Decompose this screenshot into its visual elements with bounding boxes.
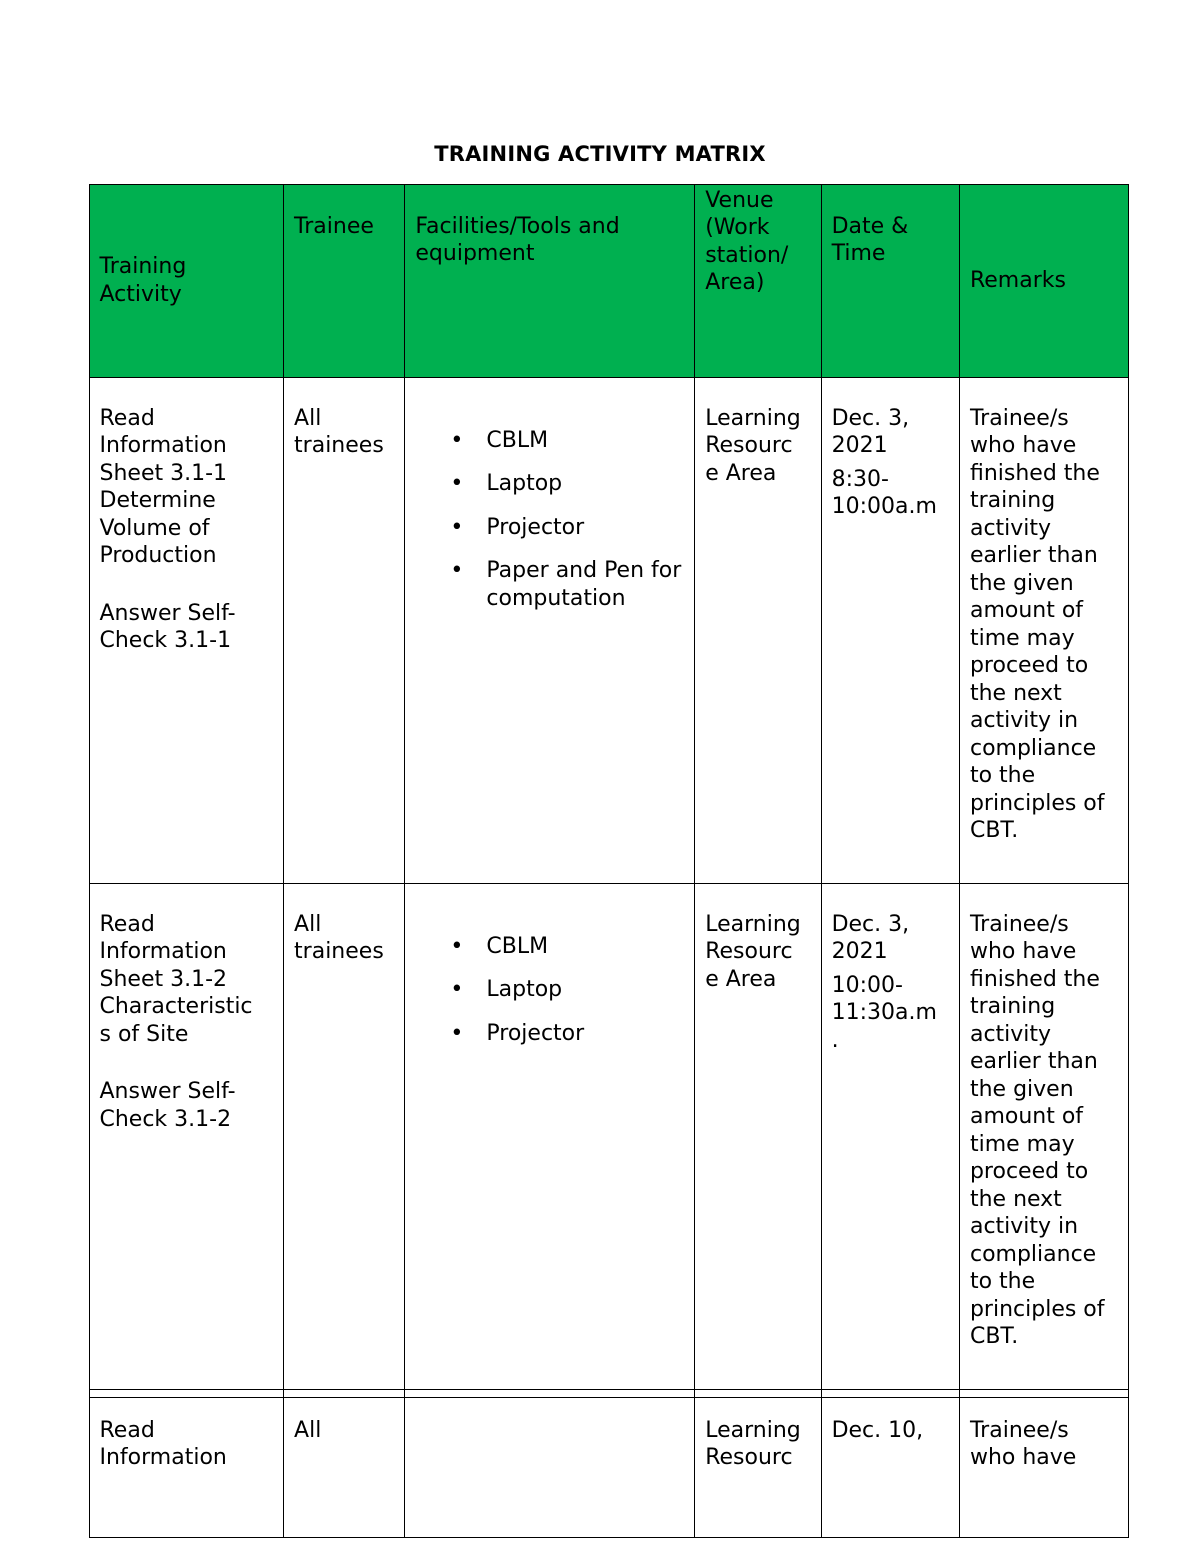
page-title: TRAINING ACTIVITY MATRIX bbox=[434, 142, 766, 166]
cell-date-time bbox=[821, 1389, 959, 1537]
self-check-line: Answer Self- bbox=[99, 600, 236, 626]
trainee-line: All bbox=[294, 911, 322, 937]
cell-remarks bbox=[959, 883, 1128, 1389]
self-check-line: Check 3.1-1 bbox=[99, 628, 232, 653]
header-facilities bbox=[405, 184, 695, 377]
trainee-line: All bbox=[294, 405, 322, 431]
remarks-line: Trainee/s bbox=[969, 405, 1069, 431]
cell-remarks bbox=[959, 1389, 1128, 1537]
cell-facilities bbox=[405, 1389, 695, 1537]
date-line: 2021 bbox=[831, 433, 888, 458]
header-text-line: Area) bbox=[705, 270, 765, 295]
remarks-line: to the bbox=[969, 763, 1036, 788]
activity-line: Read bbox=[99, 1417, 155, 1443]
activity-line: Information bbox=[99, 939, 227, 964]
list-item: • Projector bbox=[486, 1020, 684, 1048]
table-row bbox=[89, 1389, 1128, 1537]
header-text-line: Venue bbox=[705, 187, 774, 213]
table-row bbox=[89, 377, 1128, 883]
training-activity-table bbox=[89, 184, 1129, 1470]
activity-line: Read bbox=[99, 405, 155, 431]
trainee-line: trainees bbox=[294, 433, 384, 458]
time-line: 8:30- bbox=[831, 466, 889, 492]
cell-facilities bbox=[405, 377, 695, 883]
header-row bbox=[89, 184, 1128, 377]
remarks-line: the given bbox=[969, 1076, 1074, 1102]
remarks-line: activity bbox=[969, 515, 1052, 541]
remarks-line: the given bbox=[969, 570, 1074, 596]
header-text-line: Trainee bbox=[294, 213, 374, 239]
activity-line: Production bbox=[99, 543, 217, 568]
time-line: 10:00a.m bbox=[831, 494, 937, 519]
cell-date-time bbox=[821, 377, 959, 883]
cell-date-time bbox=[821, 883, 959, 1389]
remarks-line: who have bbox=[969, 433, 1077, 458]
cell-trainee bbox=[284, 1389, 405, 1537]
date-line: Dec. 3, bbox=[831, 911, 910, 937]
header-text-line: Time bbox=[831, 241, 886, 266]
cell-facilities bbox=[405, 883, 695, 1389]
remarks-line: principles of bbox=[969, 1296, 1105, 1322]
header-trainee bbox=[284, 184, 405, 377]
activity-line: Sheet 3.1-1 bbox=[99, 460, 228, 486]
header-text-line: Remarks bbox=[969, 267, 1066, 293]
venue-line: Learning bbox=[705, 911, 801, 937]
venue-line: Resourc bbox=[705, 939, 793, 964]
header-text-line: station/ bbox=[705, 242, 789, 268]
header-remarks bbox=[959, 184, 1128, 377]
venue-line: Learning bbox=[705, 1417, 801, 1443]
activity-line: s of Site bbox=[99, 1021, 189, 1047]
matrix-table bbox=[89, 184, 1129, 1538]
remarks-line: who have bbox=[969, 939, 1077, 964]
header-venue bbox=[695, 184, 821, 377]
venue-line: Resourc bbox=[705, 433, 793, 458]
activity-line: Volume of bbox=[99, 515, 210, 541]
date-line: Dec. 10, bbox=[831, 1417, 924, 1443]
list-item: • Laptop bbox=[486, 470, 684, 498]
cell-remarks bbox=[959, 377, 1128, 883]
remarks-line: the next bbox=[969, 680, 1062, 706]
list-item: • CBLM bbox=[486, 933, 684, 961]
time-line: . bbox=[831, 1027, 839, 1053]
venue-line: e Area bbox=[705, 460, 777, 486]
remarks-line: finished the bbox=[969, 966, 1100, 992]
trainee-line: All bbox=[294, 1417, 322, 1443]
remarks-line: CBT. bbox=[969, 818, 1019, 843]
remarks-line: to the bbox=[969, 1269, 1036, 1294]
cell-training-activity bbox=[89, 1389, 284, 1537]
remarks-line: Trainee/s bbox=[969, 1417, 1069, 1443]
header-text-line: equipment bbox=[415, 241, 535, 266]
activity-line: Information bbox=[99, 1445, 227, 1470]
activity-line: Information bbox=[99, 433, 227, 458]
activity-line: Characteristic bbox=[99, 994, 253, 1019]
remarks-line: training bbox=[969, 488, 1056, 513]
cell-training-activity bbox=[89, 377, 284, 883]
remarks-line: activity in bbox=[969, 1214, 1079, 1239]
remarks-line: earlier than bbox=[969, 1049, 1098, 1074]
cell-venue bbox=[695, 377, 821, 883]
trainee-line: trainees bbox=[294, 939, 384, 964]
venue-line: e Area bbox=[705, 966, 777, 992]
remarks-line: principles of bbox=[969, 790, 1105, 816]
remarks-line: time may bbox=[969, 1131, 1075, 1157]
header-text-line: (Work bbox=[705, 215, 770, 240]
activity-line: Sheet 3.1-2 bbox=[99, 966, 228, 992]
remarks-line: Trainee/s bbox=[969, 911, 1069, 937]
self-check-line: Answer Self- bbox=[99, 1079, 236, 1104]
remarks-line: proceed to bbox=[969, 1159, 1089, 1184]
cell-trainee bbox=[284, 883, 405, 1389]
remarks-line: time may bbox=[969, 625, 1075, 651]
venue-line: Resourc bbox=[705, 1445, 793, 1470]
header-date-time bbox=[821, 184, 959, 377]
time-line: 10:00- bbox=[831, 972, 903, 998]
date-line: Dec. 3, bbox=[831, 405, 910, 431]
remarks-line: the next bbox=[969, 1186, 1062, 1212]
remarks-line: training bbox=[969, 994, 1056, 1019]
header-text-line: Activity bbox=[99, 281, 182, 307]
cell-training-activity bbox=[89, 883, 284, 1389]
table-row bbox=[89, 883, 1128, 1389]
facility-list bbox=[415, 933, 684, 1048]
cell-venue bbox=[695, 1389, 821, 1537]
cell-venue bbox=[695, 883, 821, 1389]
remarks-line: activity in bbox=[969, 708, 1079, 733]
remarks-line: amount of bbox=[969, 1104, 1084, 1129]
list-item: • CBLM bbox=[486, 427, 684, 455]
list-item: • Projector bbox=[486, 514, 684, 542]
remarks-line: CBT. bbox=[969, 1324, 1019, 1349]
venue-line: Learning bbox=[705, 405, 801, 431]
header-text-line: Date & bbox=[831, 213, 909, 239]
remarks-line: amount of bbox=[969, 598, 1084, 623]
remarks-line: compliance bbox=[969, 1241, 1097, 1267]
remarks-line: earlier than bbox=[969, 543, 1098, 568]
time-line: 11:30a.m bbox=[831, 1000, 937, 1025]
remarks-line: activity bbox=[969, 1021, 1052, 1047]
list-item: • Paper and Pen for computation bbox=[486, 557, 684, 612]
date-line: 2021 bbox=[831, 939, 888, 964]
list-item: • Laptop bbox=[486, 976, 684, 1004]
header-text-line: Training bbox=[99, 254, 187, 279]
remarks-line: who have bbox=[969, 1445, 1077, 1470]
header-training-activity bbox=[89, 184, 284, 377]
activity-line: Read bbox=[99, 911, 155, 937]
cell-trainee bbox=[284, 377, 405, 883]
header-text-line: Facilities/Tools and bbox=[415, 213, 620, 239]
self-check-line: Check 3.1-2 bbox=[99, 1106, 232, 1132]
remarks-line: compliance bbox=[969, 735, 1097, 761]
remarks-line: finished the bbox=[969, 460, 1100, 486]
activity-line: Determine bbox=[99, 488, 216, 513]
remarks-line: proceed to bbox=[969, 653, 1089, 678]
facility-list bbox=[415, 427, 684, 613]
